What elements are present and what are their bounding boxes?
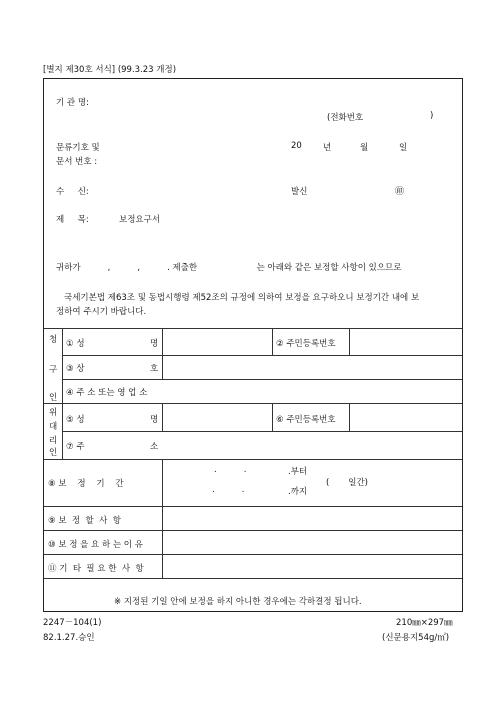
approval-date: 82.1.27.승인 xyxy=(43,633,95,643)
claimant-trade-label: ③ 상 xyxy=(66,364,85,374)
footnote: ※ 지정된 기일 안에 보정을 하지 아니한 경우에는 각하결정 됩니다. xyxy=(114,597,362,607)
sender-label: 발신 xyxy=(291,187,308,197)
agent-address-label-end: 소 xyxy=(150,442,159,452)
claimant-trade-label-end: 호 xyxy=(150,364,159,374)
claimant-side-1: 청 xyxy=(49,335,58,345)
claimant-id-label: ② 주민등록번호 xyxy=(276,339,336,349)
other-items-label: ⑪ 기 타 필 요 한 사 항 xyxy=(48,564,144,574)
day-unit: 일 xyxy=(399,143,408,153)
period-from-dots: . . xyxy=(214,465,247,475)
agent-address-label: ⑦ 주 xyxy=(66,442,85,452)
form-frame xyxy=(43,78,463,612)
recipient-label: 수 신: xyxy=(56,187,89,197)
agency-label: 기 관 명: xyxy=(56,98,89,108)
claimant-name-label: ① 성 xyxy=(66,339,85,349)
agent-side-3: 리 xyxy=(49,436,58,446)
year-unit: 년 xyxy=(323,143,332,153)
agent-id-label: ⑥ 주민등록번호 xyxy=(276,415,336,425)
paper-size: 210㎜×297㎜ xyxy=(396,618,453,628)
period-to-dots: . . xyxy=(212,485,245,495)
agent-side-1: 위 xyxy=(49,408,58,418)
doc-number-label-1: 문류기호 및 xyxy=(56,143,100,153)
form-header: [별지 제30호 서식] (99.3.23 개정) xyxy=(43,65,177,75)
agent-side-2: 대 xyxy=(49,422,58,432)
subject-value: 보정요구서 xyxy=(119,215,161,225)
month-unit: 월 xyxy=(360,143,369,153)
seal-icon: ㊞ xyxy=(395,187,405,197)
phone-close: ) xyxy=(430,111,434,121)
notice-line: 귀하가 , , . 제출한 는 아래와 같은 보정할 사항이 있으므로 xyxy=(56,263,402,273)
paper-type: (신문용지54g/㎡) xyxy=(382,633,450,643)
phone-label: (전화번호 xyxy=(327,113,364,123)
notice-para-2: 정하여 주시기 바랍니다. xyxy=(56,307,147,317)
correction-reason-label: ⑩ 보 정 을 요 하 는 이 유 xyxy=(48,540,143,550)
year-prefix: 20 xyxy=(291,141,302,151)
claimant-side-3: 인 xyxy=(49,393,58,403)
table-top-line xyxy=(44,328,462,329)
correction-items-label: ⑨ 보 정 할 사 항 xyxy=(48,516,121,526)
notice-para-1: 국세기본법 제63조 및 동법시행령 제52조의 규정에 의하여 보정을 요구하오니 보정기간 내에 보 xyxy=(64,293,420,303)
period-to: .까지 xyxy=(288,487,308,497)
doc-number-label-2: 문서 번호 : xyxy=(56,157,98,167)
agent-name-label: ⑤ 성 xyxy=(66,415,85,425)
period-label: ⑧ 보 정 기 간 xyxy=(48,479,124,489)
agent-name-label-end: 명 xyxy=(150,415,159,425)
claimant-address-label: ④ 주 소 또는 영 업 소 xyxy=(66,388,148,398)
form-code: 2247－104(1) xyxy=(43,618,102,628)
agent-side-4: 인 xyxy=(49,448,58,458)
period-from: .부터 xyxy=(288,467,308,477)
period-days: ( 일간) xyxy=(326,478,368,488)
claimant-name-label-end: 명 xyxy=(150,339,159,349)
claimant-side-2: 구 xyxy=(49,365,58,375)
subject-label: 제 목: xyxy=(56,215,89,225)
